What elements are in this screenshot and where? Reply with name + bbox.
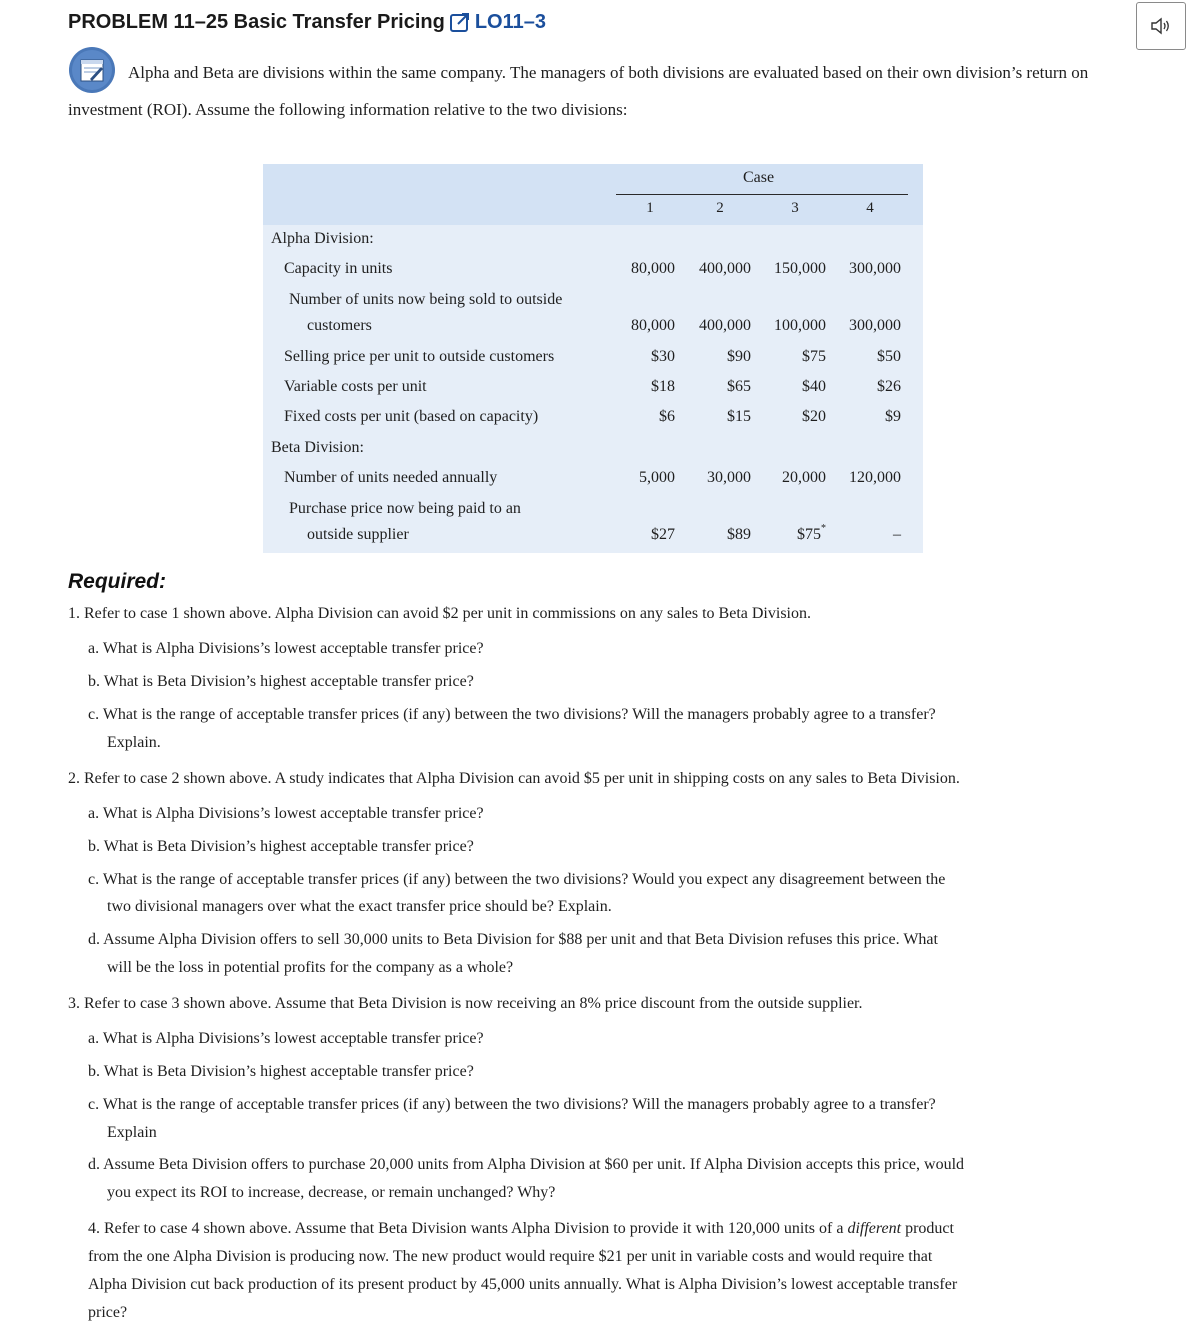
cell: 400,000	[699, 260, 751, 277]
cell: 300,000	[849, 317, 901, 334]
question-1: 1. Refer to case 1 shown above. Alpha Division can avoid $2 per unit in commissions on any sales to Beta Division.	[68, 605, 811, 622]
question-2b: b. What is Beta Division’s highest acceptable transfer price?	[88, 838, 474, 855]
cell: $40	[802, 378, 826, 395]
row-label: Capacity in units	[284, 260, 393, 277]
question-1c: c. What is the range of acceptable transfer prices (if any) between the two divisions? Will the managers probably agree to a transfer?	[88, 706, 936, 723]
cell: $9	[885, 408, 901, 425]
cell: $65	[727, 378, 751, 395]
row-label-cont: customers	[307, 317, 372, 334]
beta-division-heading: Beta Division:	[271, 439, 364, 456]
question-2c: c. What is the range of acceptable transfer prices (if any) between the two divisions? Would you expect any disagreement between the	[88, 871, 946, 888]
row-label: Number of units now being sold to outside	[289, 291, 563, 308]
audio-button[interactable]	[1136, 2, 1186, 50]
external-link-icon[interactable]	[449, 11, 471, 33]
question-4-line3: Alpha Division cut back production of its present product by 45,000 units annually. What is Alpha Division’s lowest acceptable transfer	[88, 1276, 958, 1293]
cell: –	[893, 526, 901, 543]
problem-intro: Alpha and Beta are divisions within the same company. The managers of both divisions are evaluated based on their own division’s return on investment (ROI). Assume the following information relative to the two divisions:	[68, 63, 1089, 119]
question-3d: d. Assume Beta Division offers to purchase 20,000 units from Alpha Division at $60 per unit. If Alpha Division accepts this price, would	[88, 1156, 965, 1173]
cell: 80,000	[631, 260, 675, 277]
case-1-header: 1	[646, 200, 654, 216]
question-2d: d. Assume Alpha Division offers to sell 30,000 units to Beta Division for $88 per unit and that Beta Division refuses this price. What	[88, 931, 938, 948]
question-3d-cont: you expect its ROI to increase, decrease, or remain unchanged? Why?	[107, 1184, 556, 1201]
case-header: Case	[743, 169, 775, 186]
row-label: Fixed costs per unit (based on capacity)	[284, 408, 539, 425]
row-label: Number of units needed annually	[284, 469, 498, 486]
learning-objective-link[interactable]: LO11–3	[474, 10, 546, 33]
question-2d-cont: will be the loss in potential profits for the company as a whole?	[107, 959, 514, 976]
question-4-line4: price?	[88, 1304, 128, 1321]
footnote-mark: *	[821, 523, 826, 534]
question-3c: c. What is the range of acceptable transfer prices (if any) between the two divisions? Will the managers probably agree to a transfer?	[88, 1096, 936, 1113]
cell: $15	[727, 408, 751, 425]
cell: 120,000	[849, 469, 901, 486]
cell: 5,000	[639, 469, 675, 486]
question-2: 2. Refer to case 2 shown above. A study indicates that Alpha Division can avoid $5 per unit in shipping costs on any sales to Beta Division.	[68, 770, 960, 787]
question-4-line2: from the one Alpha Division is producing now. The new product would require $21 per unit in variable costs and would require that	[88, 1248, 933, 1265]
case-4-header: 4	[866, 200, 874, 216]
question-2c-cont: two divisional managers over what the exact transfer price should be? Explain.	[107, 898, 612, 915]
problem-title: PROBLEM 11–25 Basic Transfer Pricing	[68, 10, 445, 33]
cell: $18	[651, 378, 675, 395]
problem-header	[68, 8, 546, 36]
cell: $30	[651, 348, 675, 365]
question-1a: a. What is Alpha Divisions’s lowest acceptable transfer price?	[88, 640, 484, 657]
row-label: Variable costs per unit	[284, 378, 427, 395]
speaker-icon	[1150, 16, 1172, 36]
cell: $50	[877, 348, 901, 365]
cell: 100,000	[774, 317, 826, 334]
cell: $27	[651, 526, 675, 543]
cell: $20	[802, 408, 826, 425]
question-2a: a. What is Alpha Divisions’s lowest acceptable transfer price?	[88, 805, 484, 822]
case-3-header: 3	[791, 200, 799, 216]
cell: 80,000	[631, 317, 675, 334]
cell: 400,000	[699, 317, 751, 334]
row-label: Selling price per unit to outside customers	[284, 348, 555, 365]
cell: $26	[877, 378, 901, 395]
question-3b: b. What is Beta Division’s highest acceptable transfer price?	[88, 1063, 474, 1080]
cell: 300,000	[849, 260, 901, 277]
alpha-division-heading: Alpha Division:	[271, 230, 374, 247]
cell: $6	[659, 408, 675, 425]
cell: 30,000	[707, 469, 751, 486]
cell: $75	[802, 348, 826, 365]
cell: 20,000	[782, 469, 826, 486]
question-4: 4. Refer to case 4 shown above. Assume that Beta Division wants Alpha Division to provide it with 120,000 units of a different product	[88, 1220, 954, 1237]
case-data-table	[263, 164, 923, 553]
cell: $90	[727, 348, 751, 365]
row-label: Purchase price now being paid to an	[289, 500, 521, 517]
required-heading: Required:	[68, 570, 167, 593]
question-3a: a. What is Alpha Divisions’s lowest acceptable transfer price?	[88, 1030, 484, 1047]
question-1c-cont: Explain.	[107, 734, 161, 751]
cell: 150,000	[774, 260, 826, 277]
question-3c-cont: Explain	[107, 1124, 157, 1141]
question-3: 3. Refer to case 3 shown above. Assume that Beta Division is now receiving an 8% price discount from the outside supplier.	[68, 995, 863, 1012]
case-2-header: 2	[716, 200, 724, 216]
cell: $75*	[797, 523, 826, 543]
question-1b: b. What is Beta Division’s highest acceptable transfer price?	[88, 673, 474, 690]
cell: $89	[727, 526, 751, 543]
row-label-cont: outside supplier	[307, 526, 409, 543]
